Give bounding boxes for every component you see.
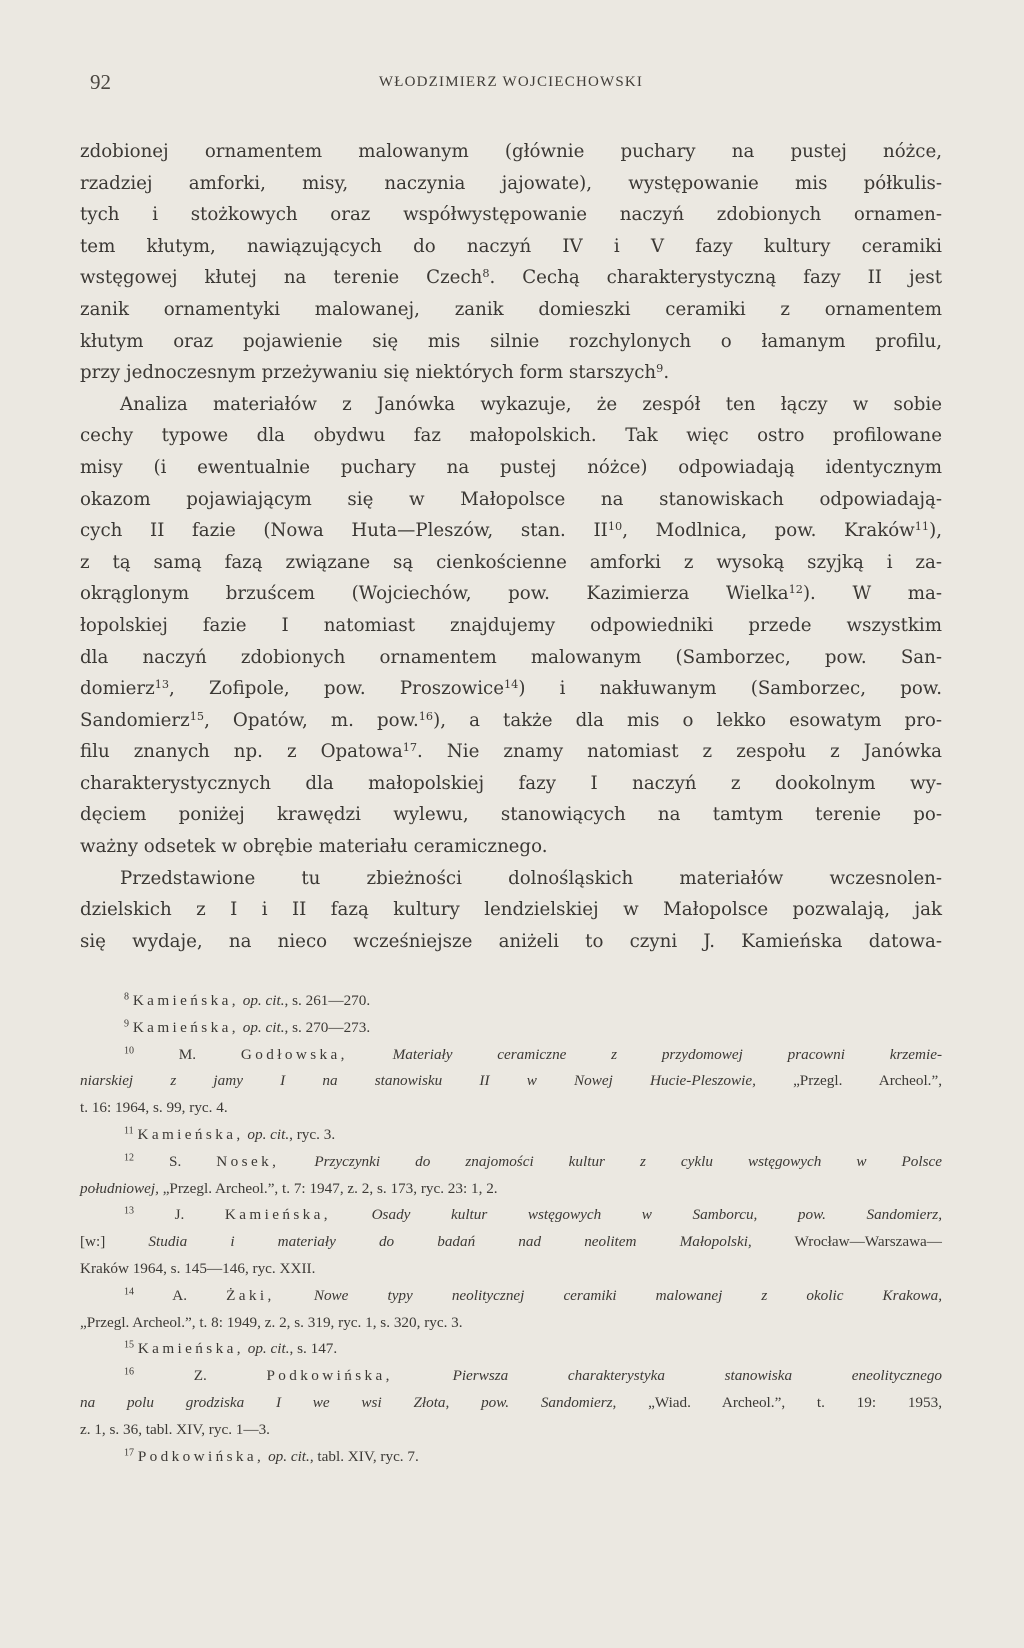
footnote-line bbox=[80, 1283, 942, 1310]
body-line: tem kłutym, nawiązujących do naczyń IV i V fazy kultury ceramiki bbox=[80, 235, 942, 257]
footnote-11 bbox=[80, 1122, 942, 1149]
footnote-author: Kamieńska, bbox=[132, 992, 239, 1009]
footnote-work: op. cit. bbox=[242, 1018, 285, 1036]
footnote-number: 9 bbox=[124, 1018, 130, 1030]
body-line: dla naczyń zdobionych ornamentem malowanym (Samborzec, pow. San- bbox=[80, 646, 942, 668]
body-line: cechy typowe dla obydwu faz małopolskich. Tak więc ostro profilowane bbox=[80, 425, 942, 447]
footnote-text: „Wiad. Archeol.”, t. 19: 1953, bbox=[616, 1393, 942, 1411]
footnote-work: op. cit. bbox=[247, 1125, 290, 1143]
footnote-work: op. cit. bbox=[247, 1340, 290, 1358]
footnote-author: Podkowińska, bbox=[137, 1447, 265, 1465]
footnote-10 bbox=[80, 1042, 942, 1122]
footnote-work: Studia i materiały do badań nad neolitem Małopolski, bbox=[148, 1233, 752, 1251]
body-line: z tą samą fazą związane są cienkościenne amforki z wysoką szyjką i za- bbox=[80, 551, 942, 573]
footnote-line bbox=[80, 1068, 942, 1095]
body-line bbox=[80, 736, 942, 768]
body-line bbox=[80, 673, 942, 705]
footnote-number: 14 bbox=[124, 1286, 135, 1298]
footnote-line: z. 1, s. 36, tabl. XIV, ryc. 1—3. bbox=[80, 1420, 270, 1438]
footnote-text: , s. 261—270. bbox=[284, 992, 371, 1009]
footnote-ref[interactable]: 9 bbox=[656, 361, 664, 375]
footnote-line bbox=[80, 1229, 942, 1256]
footnote-work: op. cit. bbox=[242, 992, 285, 1009]
footnote-text: Wrocław—Warszawa— bbox=[751, 1233, 942, 1251]
body-line: misy (i ewentualnie puchary na pustej nóżce) odpowiadają identycznym bbox=[80, 456, 942, 478]
footnote-text: „Przegl. Archeol.”, bbox=[755, 1072, 942, 1090]
footnote-text: , s. 270—273. bbox=[284, 1018, 371, 1036]
text-run: , Opatów, m. pow. bbox=[204, 709, 419, 731]
body-line: charakterystycznych dla małopolskiej fazy I naczyń z dookolnym wy- bbox=[80, 772, 942, 794]
footnote-ref[interactable]: 12 bbox=[788, 583, 803, 597]
footnote-ref[interactable]: 10 bbox=[607, 519, 623, 533]
text-run: . Cechą charakterystyczną fazy II jest bbox=[489, 267, 943, 289]
footnote-line bbox=[80, 1149, 942, 1176]
footnote-line bbox=[80, 1042, 942, 1069]
body-line bbox=[80, 578, 942, 610]
footnote-ref[interactable]: 15 bbox=[189, 709, 205, 723]
footnote-initial: Z. bbox=[193, 1367, 207, 1385]
running-head: WŁODZIMIERZ WOJCIECHOWSKI bbox=[378, 74, 644, 90]
footnote-text: [w:] bbox=[80, 1233, 149, 1251]
footnote-author: Kamieńska, bbox=[132, 1018, 239, 1036]
footnote-line bbox=[80, 1176, 942, 1203]
footnote-line: Kraków 1964, s. 145—146, ryc. XXII. bbox=[80, 1259, 316, 1277]
footnote-ref[interactable]: 13 bbox=[154, 677, 170, 691]
body-text bbox=[80, 136, 942, 957]
footnote-number: 12 bbox=[124, 1152, 135, 1164]
body-line bbox=[80, 515, 942, 547]
footnote-line bbox=[80, 1122, 942, 1149]
text-run: . Nie znamy natomiast z zespołu z Janówka bbox=[417, 741, 942, 763]
footnote-number: 8 bbox=[124, 991, 130, 1003]
body-line: okazom pojawiającym się w Małopolsce na stanowiskach odpowiadają- bbox=[80, 488, 942, 510]
footnote-line bbox=[80, 1363, 942, 1390]
footnote-ref[interactable]: 8 bbox=[482, 267, 490, 281]
body-line bbox=[80, 357, 942, 389]
footnote-14 bbox=[80, 1283, 942, 1337]
body-line: Analiza materiałów z Janówka wykazuje, że zespół ten łączy w sobie bbox=[120, 393, 942, 415]
footnote-line bbox=[80, 988, 942, 1015]
footnote-number: 11 bbox=[124, 1125, 134, 1137]
text-run: , Modlnica, pow. Kraków bbox=[622, 520, 915, 542]
footnote-text: , tabl. XIV, ryc. 7. bbox=[309, 1447, 419, 1465]
page-header bbox=[78, 70, 944, 104]
body-line: rzadziej amforki, misy, naczynia jajowate), występowanie mis półkulis- bbox=[80, 172, 942, 194]
footnote-number: 17 bbox=[124, 1447, 135, 1459]
footnote-number: 15 bbox=[124, 1339, 135, 1351]
text-run: wstęgowej kłutej na terenie Czech bbox=[80, 267, 483, 289]
body-line: dęciem poniżej krawędzi wylewu, stanowiących na tamtym terenie po- bbox=[80, 804, 942, 826]
footnote-text: , ryc. 3. bbox=[289, 1125, 336, 1143]
footnote-number: 10 bbox=[124, 1045, 135, 1057]
footnote-15 bbox=[80, 1336, 942, 1363]
footnote-line: „Przegl. Archeol.”, t. 8: 1949, z. 2, s. 319, ryc. 1, s. 320, ryc. 3. bbox=[80, 1313, 463, 1331]
body-line: kłutym oraz pojawienie się mis silnie rozchylonych o łamanym profilu, bbox=[80, 330, 942, 352]
body-line: Przedstawione tu zbieżności dolnośląskich materiałów wczesnolen- bbox=[120, 867, 942, 889]
footnote-13 bbox=[80, 1202, 942, 1282]
footnote-author: Kamieńska, bbox=[224, 1206, 332, 1224]
footnote-8 bbox=[80, 988, 942, 1015]
text-run: filu znanych np. z Opatowa bbox=[80, 741, 403, 763]
body-line: łopolskiej fazie I natomiast znajdujemy odpowiedniki przede wszystkim bbox=[80, 614, 942, 636]
footnote-9 bbox=[80, 1015, 942, 1042]
body-line: tych i stożkowych oraz współwystępowanie naczyń zdobionych ornamen- bbox=[80, 204, 942, 226]
footnote-line bbox=[80, 1015, 942, 1042]
text-run: ), a także dla mis o lekko esowatym pro- bbox=[433, 709, 942, 731]
footnote-work: Materiały ceramiczne z przydomowej pracowni krzemie- bbox=[392, 1045, 943, 1063]
text-run: cych II fazie (Nowa Huta—Pleszów, stan. II bbox=[80, 520, 608, 542]
footnote-work: na polu grodziska I we wsi Złota, pow. Sandomierz, bbox=[80, 1393, 617, 1411]
body-line: dzielskich z I i II fazą kultury lendzielskiej w Małopolsce pozwalają, jak bbox=[80, 899, 942, 921]
footnote-line bbox=[80, 1444, 942, 1471]
footnote-ref[interactable]: 14 bbox=[504, 677, 519, 691]
text-run: przy jednoczesnym przeżywaniu się niektórych form starszych bbox=[80, 362, 657, 384]
footnote-work: op. cit. bbox=[268, 1447, 310, 1465]
footnote-line: t. 16: 1964, s. 99, ryc. 4. bbox=[80, 1099, 228, 1117]
footnote-ref[interactable]: 16 bbox=[418, 709, 434, 723]
text-run: . bbox=[663, 362, 670, 384]
text-run: ), bbox=[929, 520, 942, 542]
footnote-text: „Przegl. Archeol.”, t. 7: 1947, z. 2, s. 173, ryc. 23: 1, 2. bbox=[158, 1179, 498, 1197]
text-run: ) i nakłuwanym (Samborzec, pow. bbox=[518, 678, 942, 700]
footnote-initial: S. bbox=[169, 1152, 182, 1170]
footnote-author: Godłowska, bbox=[240, 1045, 348, 1063]
footnote-ref[interactable]: 17 bbox=[402, 741, 418, 755]
body-line: zdobionej ornamentem malowanym (głównie puchary na pustej nóżce, bbox=[80, 141, 942, 162]
text-run: Sandomierz bbox=[80, 709, 190, 731]
footnote-ref[interactable]: 11 bbox=[914, 519, 930, 533]
footnote-initial: J. bbox=[174, 1206, 185, 1224]
text-run: , Zofipole, pow. Proszowice bbox=[169, 678, 505, 700]
footnote-author: Podkowińska, bbox=[266, 1367, 393, 1385]
footnote-author: Żaki, bbox=[226, 1286, 275, 1304]
footnote-line bbox=[80, 1390, 942, 1417]
footnote-work: niarskiej z jamy I na stanowisku II w Nowej Hucie-Pleszowie, bbox=[80, 1072, 756, 1090]
footnote-work: Osady kultur wstęgowych w Samborcu, pow. Sandomierz, bbox=[371, 1206, 942, 1224]
footnote-17 bbox=[80, 1444, 942, 1471]
page-number: 92 bbox=[90, 70, 111, 94]
body-line: się wydaje, na nieco wcześniejsze aniżeli to czyni J. Kamieńska datowa- bbox=[80, 930, 942, 952]
footnotes bbox=[80, 988, 942, 1470]
text-run: okrąglonym brzuścem (Wojciechów, pow. Kazimierza Wielka bbox=[80, 583, 789, 605]
footnote-line bbox=[80, 1202, 942, 1229]
text-run: domierz bbox=[80, 678, 155, 700]
body-line: zanik ornamentyki malowanej, zanik domieszki ceramiki z ornamentem bbox=[80, 298, 942, 320]
footnote-12 bbox=[80, 1149, 942, 1203]
footnote-line bbox=[80, 1336, 942, 1363]
body-line bbox=[80, 705, 942, 737]
footnote-work: Przyczynki do znajomości kultur z cyklu wstęgowych w Polsce bbox=[314, 1152, 942, 1170]
footnote-author: Kamieńska, bbox=[137, 1340, 244, 1358]
footnote-work: Pierwsza charakterystyka stanowiska eneolitycznego bbox=[452, 1367, 943, 1385]
footnote-author: Kamieńska, bbox=[137, 1125, 244, 1143]
footnote-work: Nowe typy neolitycznej ceramiki malowanej z okolic Krakowa, bbox=[313, 1286, 943, 1304]
footnote-16 bbox=[80, 1363, 942, 1443]
footnote-number: 13 bbox=[124, 1205, 135, 1217]
footnote-number: 16 bbox=[124, 1366, 135, 1378]
footnote-initial: M. bbox=[178, 1045, 197, 1063]
body-line bbox=[80, 262, 942, 294]
footnote-initial: A. bbox=[172, 1286, 188, 1304]
footnote-author: Nosek, bbox=[216, 1152, 280, 1170]
footnote-work: południowej, bbox=[80, 1179, 159, 1197]
body-line: ważny odsetek w obrębie materiału ceramicznego. bbox=[80, 836, 548, 858]
text-run: ). W ma- bbox=[802, 583, 942, 605]
footnote-text: , s. 147. bbox=[289, 1340, 338, 1358]
